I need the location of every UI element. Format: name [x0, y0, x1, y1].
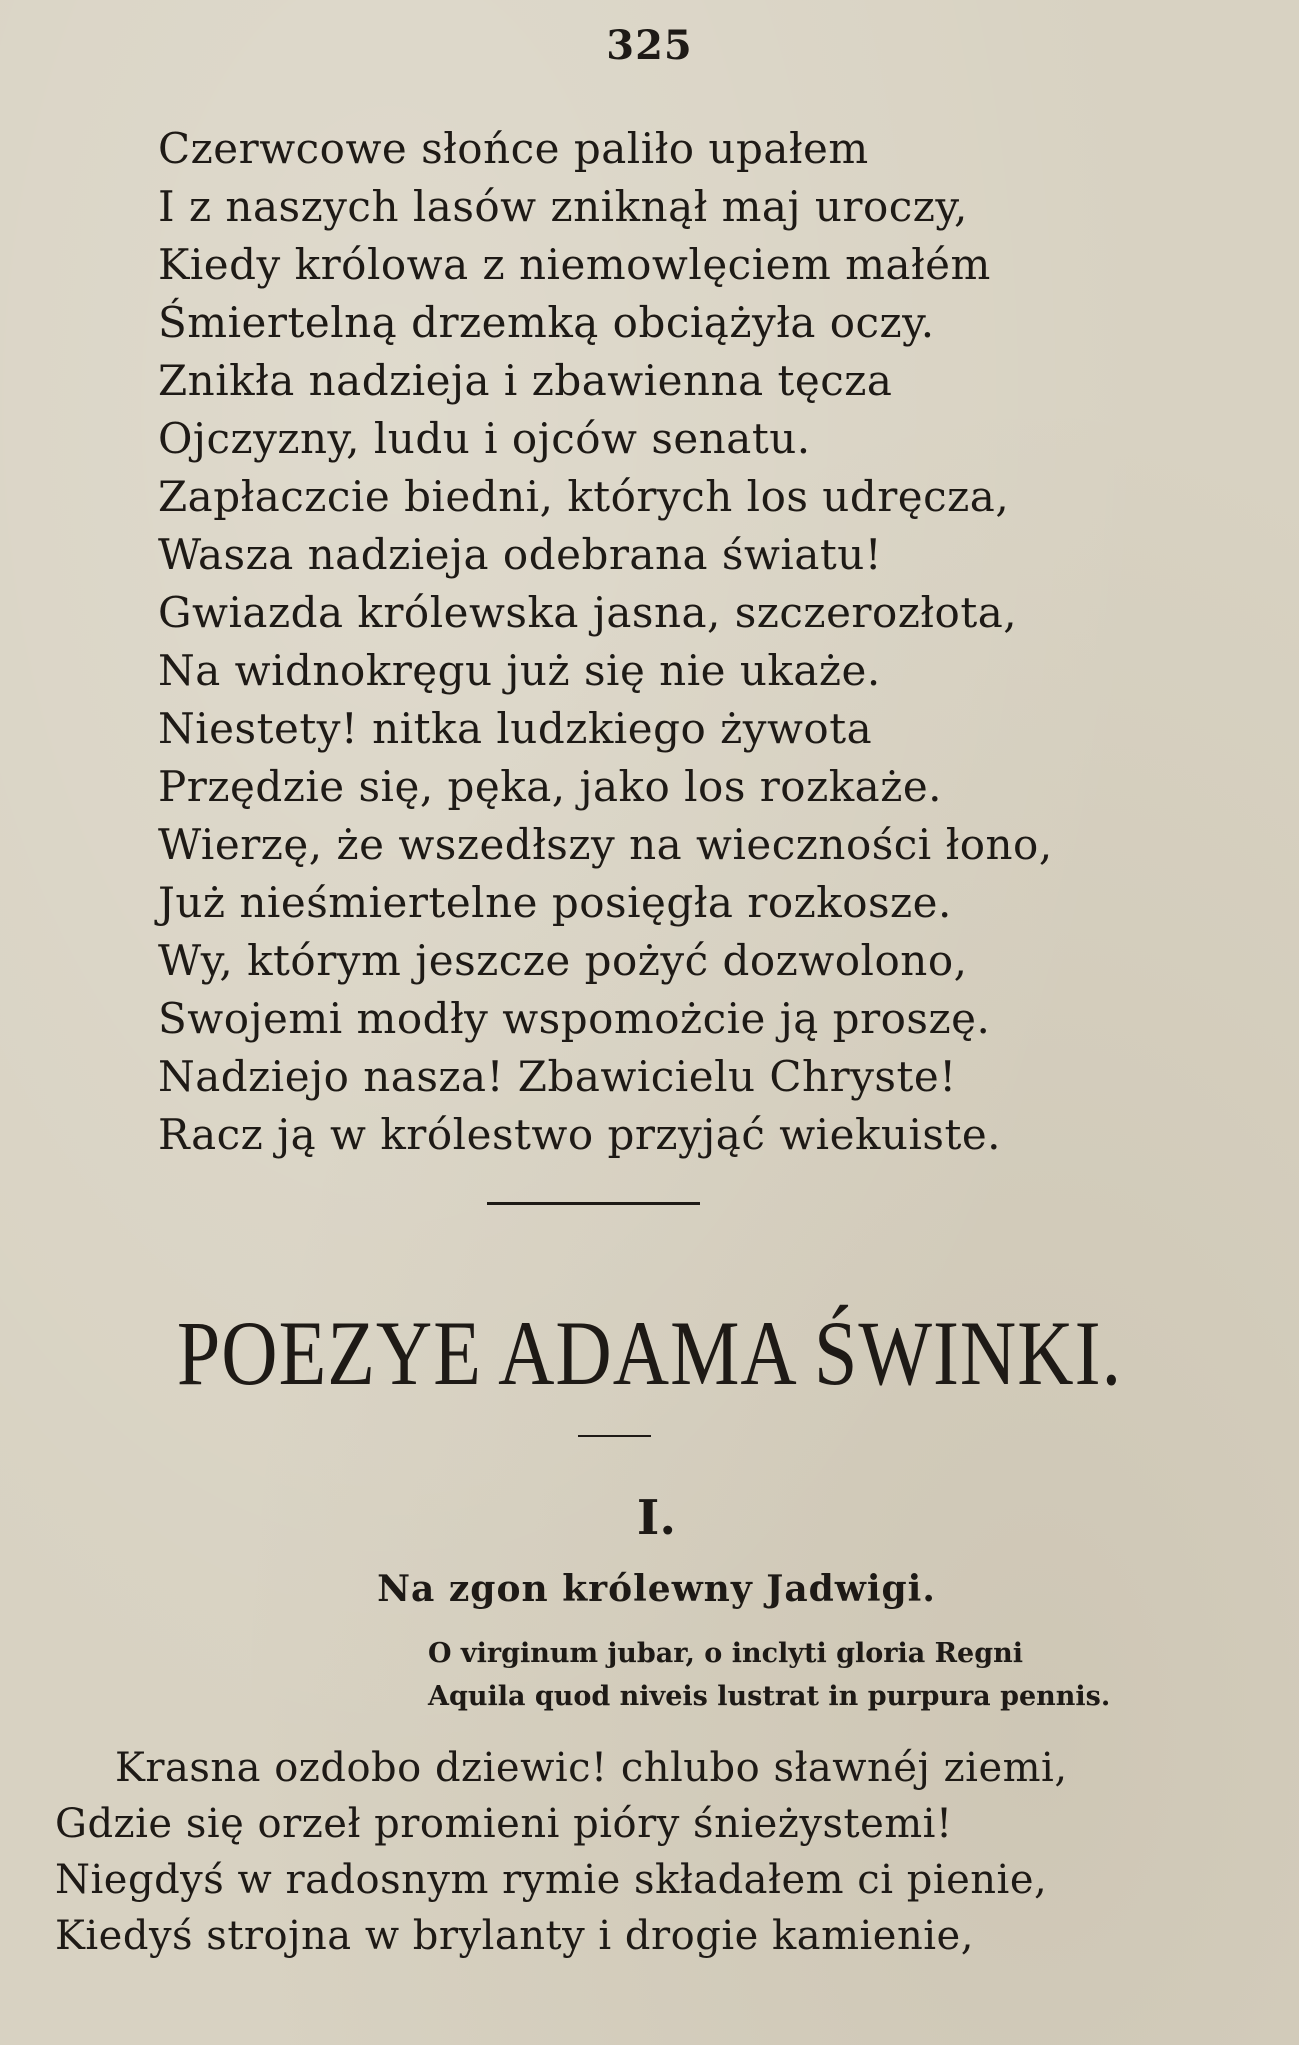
poem-line: Gdzie się orzeł promieni pióry śnieżystemi! — [55, 1801, 953, 1847]
epigraph-line: O virginum jubar, o inclyti gloria Regni — [428, 1638, 1024, 1669]
poem-line: Już nieśmiertelne posięgła rozkosze. — [158, 878, 952, 927]
poem-line: I z naszych lasów zniknął maj uroczy, — [158, 182, 968, 231]
poem-line: Wy, którym jeszcze pożyć dozwolono, — [158, 936, 968, 985]
poem-continued — [158, 120, 1238, 1164]
poem-line: Przędzie się, pęka, jako los rozkaże. — [158, 762, 943, 811]
poem-line: Niestety! nitka ludzkiego żywota — [158, 704, 873, 753]
poem-line: Nadziejo nasza! Zbawicielu Chryste! — [158, 1052, 957, 1101]
section-divider — [487, 1202, 700, 1205]
poem-line: Ojczyzny, ludu i ojców senatu. — [158, 414, 811, 463]
poem-line: Czerwcowe słońce paliło upałem — [158, 124, 869, 173]
poem-line: Zapłaczcie biedni, których los udręcza, — [158, 472, 1010, 521]
poem-line: Kiedyś strojna w brylanty i drogie kamienie, — [55, 1913, 974, 1959]
poem-line: Kiedy królowa z niemowlęciem małém — [158, 240, 991, 289]
title-underline — [578, 1435, 651, 1437]
poem-line: Racz ją w królestwo przyjąć wiekuiste. — [158, 1110, 1002, 1159]
epigraph — [428, 1632, 1288, 1718]
poem-line: Swojemi modły wspomożcie ją proszę. — [158, 994, 991, 1043]
poem-line: Na widnokręgu już się nie ukaże. — [158, 646, 881, 695]
poem-line: Wierzę, że wszedłszy na wieczności łono, — [158, 820, 1053, 869]
poem-line: Wasza nadzieja odebrana światu! — [158, 530, 883, 579]
poem-title: Na zgon królewny Jadwigi. — [377, 1568, 936, 1610]
poem-line: Śmiertelną drzemką obciążyła oczy. — [158, 298, 935, 347]
section-title: POEZYE ADAMA ŚWINKI. — [176, 1301, 1123, 1404]
poem-one-text — [55, 1740, 1255, 1964]
poem-line: Gwiazda królewska jasna, szczerozłota, — [158, 588, 1018, 637]
poem-line: Niegdyś w radosnym rymie składałem ci pienie, — [55, 1857, 1048, 1903]
poem-line: Krasna ozdobo dziewic! chlubo sławnéj ziemi, — [115, 1745, 1068, 1791]
epigraph-line: Aquila quod niveis lustrat in purpura pennis. — [428, 1681, 1111, 1712]
poem-line: Znikła nadzieja i zbawienna tęcza — [158, 356, 893, 405]
page-number: 325 — [606, 22, 693, 69]
poem-number: I. — [636, 1490, 677, 1546]
